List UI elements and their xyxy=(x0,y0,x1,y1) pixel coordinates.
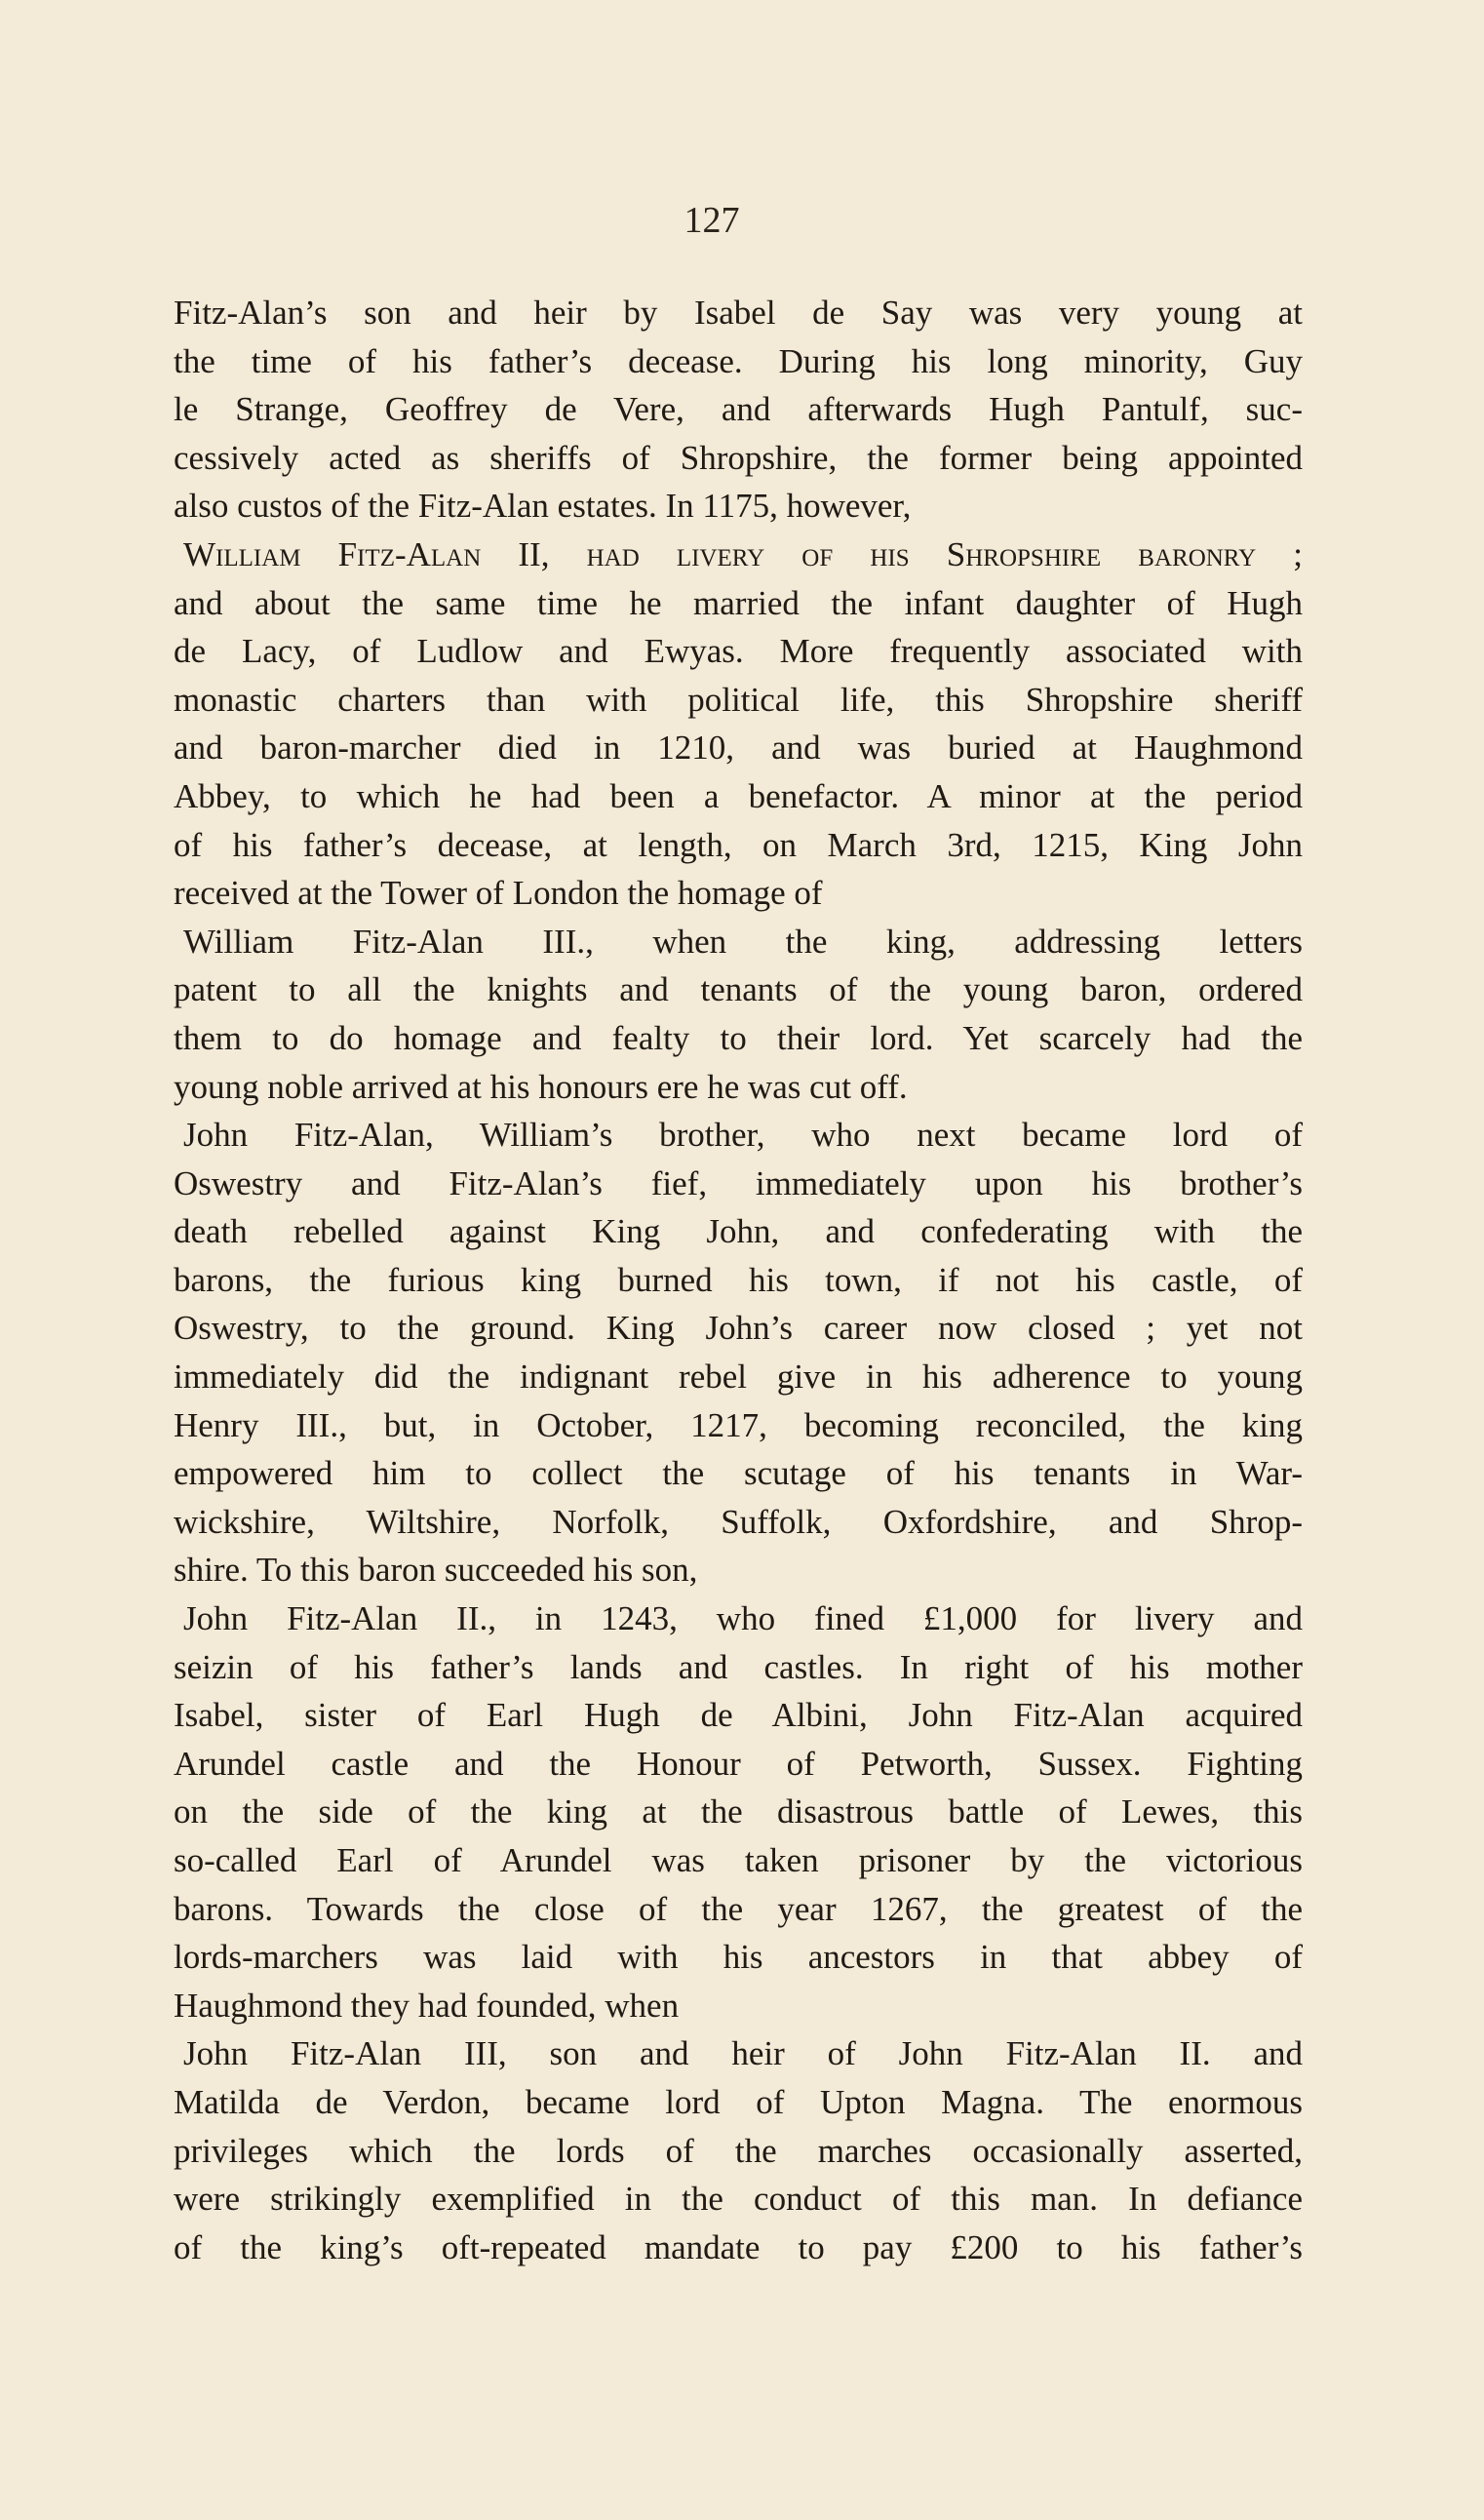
text-line: privileges which the lords of the marches occasionally asserted, xyxy=(174,2131,1303,2170)
text-line: barons, the furious king burned his town, if not his castle, of xyxy=(174,1260,1303,1299)
text-line: barons. Towards the close of the year 1267, the greatest of the xyxy=(174,1889,1303,1928)
text-line: young noble arrived at his honours ere he was cut off. xyxy=(174,1067,908,1106)
text-line: empowered him to collect the scutage of his tenants in War- xyxy=(174,1454,1303,1493)
text-line: immediately did the indignant rebel give in his adherence to young xyxy=(174,1358,1303,1397)
body-text xyxy=(174,289,1303,2271)
text-line: of his father’s decease, at length, on March 3rd, 1215, King John xyxy=(174,825,1303,864)
text-line: de Lacy, of Ludlow and Ewyas. More frequently associated with xyxy=(174,632,1303,671)
text-line: so-called Earl of Arundel was taken prisoner by the victorious xyxy=(174,1841,1303,1879)
text-line: patent to all the knights and tenants of the young baron, ordered xyxy=(174,970,1303,1009)
page-number: 127 xyxy=(683,200,740,241)
text-line: on the side of the king at the disastrous battle of Lewes, this xyxy=(174,1792,1303,1831)
text-line: John Fitz-Alan, William’s brother, who next became lord of xyxy=(183,1116,1303,1155)
text-line: Matilda de Verdon, became lord of Upton Magna. The enormous xyxy=(174,2082,1303,2121)
text-line: William Fitz-Alan II, had livery of his Shropshire baronry ; xyxy=(183,534,1303,573)
text-line: were strikingly exemplified in the conduct of this man. In defiance xyxy=(174,2180,1303,2219)
text-line: seizin of his father’s lands and castles. In right of his mother xyxy=(174,1647,1303,1686)
text-line: Oswestry and Fitz-Alan’s fief, immediately upon his brother’s xyxy=(174,1163,1303,1202)
text-line: and about the same time he married the infant daughter of Hugh xyxy=(174,583,1303,622)
text-line: death rebelled against King John, and confederating with the xyxy=(174,1212,1303,1251)
text-line: William Fitz-Alan III., when the king, addressing letters xyxy=(183,922,1303,961)
text-line: Haughmond they had founded, when xyxy=(174,1986,680,2025)
text-line: received at the Tower of London the homage of xyxy=(174,874,823,913)
text-line: Arundel castle and the Honour of Petworth, Sussex. Fighting xyxy=(174,1744,1303,1783)
text-line: them to do homage and fealty to their lord. Yet scarcely had the xyxy=(174,1018,1303,1057)
text-line: shire. To this baron succeeded his son, xyxy=(174,1551,698,1590)
text-line: Abbey, to which he had been a benefactor. A minor at the period xyxy=(174,776,1303,815)
text-line: John Fitz-Alan III, son and heir of John Fitz-Alan II. and xyxy=(183,2034,1303,2073)
text-line: wickshire, Wiltshire, Norfolk, Suffolk, Oxfordshire, and Shrop- xyxy=(174,1502,1303,1541)
text-line: le Strange, Geoffrey de Vere, and afterwards Hugh Pantulf, suc- xyxy=(174,390,1303,429)
text-line: monastic charters than with political life, this Shropshire sheriff xyxy=(174,680,1303,719)
text-line: Isabel, sister of Earl Hugh de Albini, John Fitz-Alan acquired xyxy=(174,1696,1303,1735)
text-line: Oswestry, to the ground. King John’s career now closed ; yet not xyxy=(174,1309,1303,1348)
text-line: of the king’s oft-repeated mandate to pay £200 to his father’s xyxy=(174,2227,1303,2266)
text-line: Fitz-Alan’s son and heir by Isabel de Say was very young at xyxy=(174,294,1303,332)
text-line: John Fitz-Alan II., in 1243, who fined £1,000 for livery and xyxy=(183,1599,1303,1638)
text-line: lords-marchers was laid with his ancestors in that abbey of xyxy=(174,1938,1303,1977)
text-line: also custos of the Fitz-Alan estates. In 1175, however, xyxy=(174,487,912,526)
text-line: Henry III., but, in October, 1217, becoming reconciled, the king xyxy=(174,1405,1303,1444)
text-line: the time of his father’s decease. During his long minority, Guy xyxy=(174,341,1303,380)
text-line: and baron-marcher died in 1210, and was buried at Haughmond xyxy=(174,728,1303,768)
text-line: cessively acted as sheriffs of Shropshire, the former being appointed xyxy=(174,438,1303,477)
